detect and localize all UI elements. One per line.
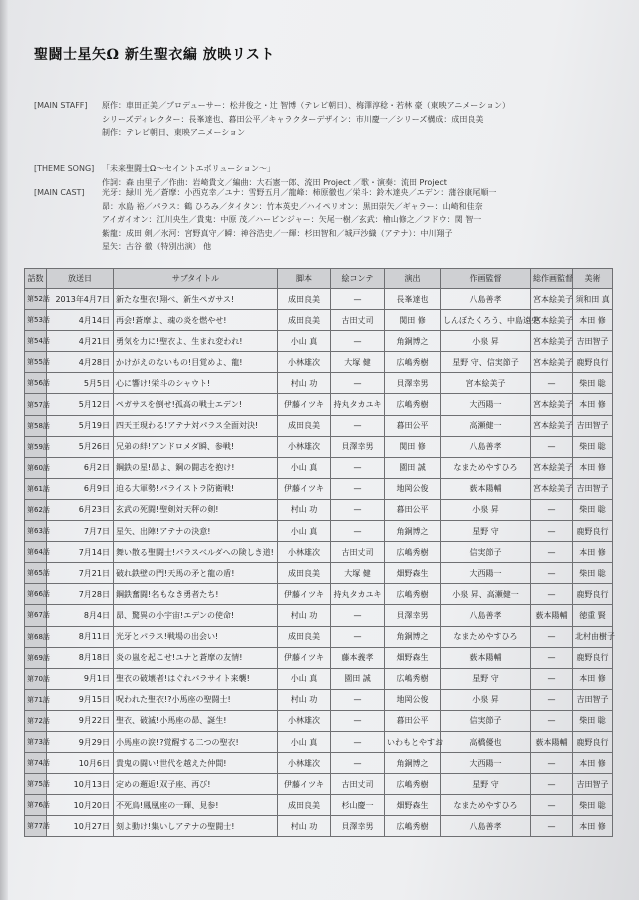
cell-animation-director: 薮本陽輔 — [441, 647, 531, 668]
cell-subtitle: 不死鳥!鳳凰座の一輝、見参! — [114, 795, 278, 816]
cell-episode-number: 第70話 — [25, 668, 47, 689]
cell-art: 本田 修 — [573, 668, 613, 689]
cell-animation-director: 小泉 昇 — [441, 689, 531, 710]
cell-episode-number: 第67話 — [25, 605, 47, 626]
cell-chief-animation-director: — — [531, 689, 573, 710]
cell-chief-animation-director: — — [531, 647, 573, 668]
table-row — [25, 584, 613, 605]
cell-air-date: 7月14日 — [47, 542, 114, 563]
cell-chief-animation-director: 薮本陽輔 — [531, 731, 573, 752]
cell-episode-number: 第75話 — [25, 774, 47, 795]
cell-script: 伊藤イツキ — [278, 394, 331, 415]
cell-episode-number: 第72話 — [25, 710, 47, 731]
cell-art: 柴田 聡 — [573, 563, 613, 584]
cell-script: 小林雄次 — [278, 710, 331, 731]
cell-direction: 広嶋秀樹 — [385, 774, 441, 795]
theme-song-label: [THEME SONG] — [34, 164, 95, 173]
cell-animation-director: 宮本絵美子 — [441, 373, 531, 394]
cell-direction: 畑野森生 — [385, 647, 441, 668]
cell-animation-director: 八島善孝 — [441, 436, 531, 457]
cell-art: 北村由樹子 — [573, 626, 613, 647]
table-row — [25, 795, 613, 816]
cell-subtitle: 炎の嵐を起こせ!ユナと蒼摩の友情! — [114, 647, 278, 668]
cell-storyboard: — — [331, 689, 385, 710]
cell-chief-animation-director: 薮本陽輔 — [531, 605, 573, 626]
cell-storyboard: — — [331, 373, 385, 394]
cell-direction: 暮田公平 — [385, 710, 441, 731]
table-row — [25, 457, 613, 478]
cell-episode-number: 第76話 — [25, 795, 47, 816]
cell-subtitle: 破れ鉄壁の門!天馬の矛と龍の盾! — [114, 563, 278, 584]
song-line: 作詞：森 由里子／作曲：岩崎貴文／編曲：大石憲一郎、流田 Project ／歌・演奏：流田 Project — [102, 177, 447, 187]
table-row — [25, 521, 613, 542]
cell-animation-director: 星野 守 — [441, 668, 531, 689]
cell-script: 小林雄次 — [278, 542, 331, 563]
cell-animation-director: 小泉 昇 — [441, 331, 531, 352]
cell-script: 成田良美 — [278, 289, 331, 310]
main-staff-body — [102, 99, 622, 140]
header-animation-director: 作画監督 — [441, 269, 531, 289]
cell-script: 村山 功 — [278, 689, 331, 710]
cell-animation-director: 大西陽一 — [441, 563, 531, 584]
header-air-date: 放送日 — [47, 269, 114, 289]
cell-episode-number: 第56話 — [25, 373, 47, 394]
cell-storyboard: — — [331, 753, 385, 774]
cell-subtitle: 星矢、出陣!アテナの決意! — [114, 521, 278, 542]
cell-air-date: 7月7日 — [47, 521, 114, 542]
cell-direction: 広嶋秀樹 — [385, 668, 441, 689]
table-row — [25, 373, 613, 394]
cell-subtitle: 光牙とパラス!戦場の出会い! — [114, 626, 278, 647]
cell-storyboard: 貝澤幸男 — [331, 816, 385, 837]
cell-direction: 角銅博之 — [385, 331, 441, 352]
cell-episode-number: 第69話 — [25, 647, 47, 668]
cell-storyboard: — — [331, 478, 385, 499]
cell-episode-number: 第52話 — [25, 289, 47, 310]
cell-chief-animation-director: 宮本絵美子 — [531, 289, 573, 310]
cell-storyboard: 古田丈司 — [331, 542, 385, 563]
cell-chief-animation-director: — — [531, 626, 573, 647]
cell-art: 鹿野良行 — [573, 521, 613, 542]
cell-air-date: 2013年4月7日 — [47, 289, 114, 310]
cell-animation-director: 小泉 昇 — [441, 499, 531, 520]
cell-script: 小山 真 — [278, 668, 331, 689]
table-row — [25, 289, 613, 310]
cell-air-date: 9月1日 — [47, 668, 114, 689]
cell-episode-number: 第54話 — [25, 331, 47, 352]
cell-subtitle: 貴鬼の闘い!世代を越えた仲間! — [114, 753, 278, 774]
table-row — [25, 605, 613, 626]
cell-subtitle: 定めの邂逅!双子座、再び! — [114, 774, 278, 795]
table-row — [25, 478, 613, 499]
cell-chief-animation-director: — — [531, 668, 573, 689]
cell-animation-director: なまためやすひろ — [441, 626, 531, 647]
cell-animation-director: 高瀬健一 — [441, 415, 531, 436]
cell-script: 成田良美 — [278, 795, 331, 816]
cell-air-date: 10月6日 — [47, 753, 114, 774]
main-staff-label: [MAIN STAFF] — [34, 101, 88, 110]
cell-subtitle: 四天王現わる!アテナ対パラス全面対決! — [114, 415, 278, 436]
cell-direction: 関田 修 — [385, 436, 441, 457]
cell-chief-animation-director: — — [531, 521, 573, 542]
cell-animation-director: 信実節子 — [441, 710, 531, 731]
cell-air-date: 8月18日 — [47, 647, 114, 668]
cell-air-date: 5月26日 — [47, 436, 114, 457]
cell-chief-animation-director: — — [531, 584, 573, 605]
cell-chief-animation-director: — — [531, 563, 573, 584]
cell-art: 吉田智子 — [573, 689, 613, 710]
table-row — [25, 499, 613, 520]
cell-subtitle: 迫る大軍勢!パライストラ防衛戦! — [114, 478, 278, 499]
table-row — [25, 352, 613, 373]
cell-direction: 園田 誠 — [385, 457, 441, 478]
cell-air-date: 4月14日 — [47, 310, 114, 331]
cell-storyboard: 藤本義孝 — [331, 647, 385, 668]
cell-subtitle: 刻よ動け!集いしアテナの聖闘士! — [114, 816, 278, 837]
cell-episode-number: 第71話 — [25, 689, 47, 710]
cell-subtitle: ペガサスを倒せ!孤高の戦士エデン! — [114, 394, 278, 415]
cast-line: 昴：水島 裕／パラス：鶴 ひろみ／タイタン：竹本英史／ハイペリオン：黒田崇矢／ギャラー：山崎和佳奈 — [102, 201, 483, 211]
header-storyboard: 絵コンテ — [331, 269, 385, 289]
cell-storyboard: — — [331, 415, 385, 436]
cell-direction: 貝澤幸男 — [385, 373, 441, 394]
cast-line: 紫龍：成田 剣／氷河：宮野真守／瞬：神谷浩史／一輝：杉田智和／城戸沙織（アテナ）：中川翔子 — [102, 228, 453, 238]
cell-script: 村山 功 — [278, 816, 331, 837]
table-row — [25, 542, 613, 563]
cell-script: 伊藤イツキ — [278, 647, 331, 668]
cell-art: 本田 修 — [573, 753, 613, 774]
cell-subtitle: 勇気を力に!聖衣よ、生まれ変われ! — [114, 331, 278, 352]
cell-script: 小林雄次 — [278, 352, 331, 373]
cell-art: 鹿野良行 — [573, 584, 613, 605]
cell-chief-animation-director: — — [531, 795, 573, 816]
cell-storyboard: 持丸タカユキ — [331, 394, 385, 415]
cell-subtitle: 鋼鉄奮闘!名もなき勇者たち! — [114, 584, 278, 605]
cell-air-date: 10月27日 — [47, 816, 114, 837]
cell-direction: 広嶋秀樹 — [385, 394, 441, 415]
cell-animation-director: 大西陽一 — [441, 753, 531, 774]
table-row — [25, 626, 613, 647]
cell-script: 成田良美 — [278, 563, 331, 584]
cell-animation-director: 薮本陽輔 — [441, 478, 531, 499]
cell-storyboard: — — [331, 521, 385, 542]
cell-storyboard: — — [331, 605, 385, 626]
cell-chief-animation-director: — — [531, 753, 573, 774]
cell-direction: 広嶋秀樹 — [385, 816, 441, 837]
cell-animation-director: 星野 守、信実節子 — [441, 352, 531, 373]
cell-storyboard: 貝澤幸男 — [331, 436, 385, 457]
cell-chief-animation-director: — — [531, 710, 573, 731]
cell-storyboard: — — [331, 331, 385, 352]
cell-episode-number: 第77話 — [25, 816, 47, 837]
cell-script: 小山 真 — [278, 521, 331, 542]
cell-air-date: 8月11日 — [47, 626, 114, 647]
cell-storyboard: 杉山慶一 — [331, 795, 385, 816]
episode-table-body — [25, 289, 613, 837]
cell-art: 吉田智子 — [573, 331, 613, 352]
cell-direction: 暮田公平 — [385, 499, 441, 520]
cell-storyboard: — — [331, 457, 385, 478]
page-title: 聖闘士星矢Ω 新生聖衣編 放映リスト — [34, 47, 275, 63]
cell-animation-director: 高橋優也 — [441, 731, 531, 752]
cell-direction: 角銅博之 — [385, 521, 441, 542]
cell-direction: 関田 修 — [385, 310, 441, 331]
cell-episode-number: 第61話 — [25, 478, 47, 499]
cell-episode-number: 第64話 — [25, 542, 47, 563]
cell-art: 柴田 聡 — [573, 373, 613, 394]
binding-edge — [0, 0, 8, 900]
cell-animation-director: 八島善孝 — [441, 605, 531, 626]
cell-art: 鹿野良行 — [573, 731, 613, 752]
cell-script: 村山 功 — [278, 499, 331, 520]
cell-episode-number: 第74話 — [25, 753, 47, 774]
cell-art: 柴田 聡 — [573, 436, 613, 457]
cell-direction: 広嶋秀樹 — [385, 584, 441, 605]
header-chief-animation-director: 総作画監督 — [531, 269, 573, 289]
cell-art: 柴田 聡 — [573, 710, 613, 731]
cell-storyboard: — — [331, 499, 385, 520]
cell-animation-director: 八島善孝 — [441, 816, 531, 837]
cell-art: 鹿野良行 — [573, 352, 613, 373]
staff-line: シリーズディレクター：長峯達也、暮田公平／キャラクターデザイン：市川慶一／シリーズ構成：成田良美 — [102, 114, 484, 124]
cell-script: 小山 真 — [278, 331, 331, 352]
cell-episode-number: 第63話 — [25, 521, 47, 542]
staff-line: 制作：テレビ朝日、東映アニメーション — [102, 128, 246, 138]
cell-air-date: 5月12日 — [47, 394, 114, 415]
table-row — [25, 331, 613, 352]
cell-chief-animation-director: 宮本絵美子 — [531, 394, 573, 415]
cell-animation-director: なまためやすひろ — [441, 795, 531, 816]
cell-air-date: 10月20日 — [47, 795, 114, 816]
cell-chief-animation-director: — — [531, 499, 573, 520]
cell-art: 本田 修 — [573, 394, 613, 415]
cell-direction: 角銅博之 — [385, 753, 441, 774]
cell-storyboard: 古田丈司 — [331, 310, 385, 331]
cell-art: 鹿野良行 — [573, 647, 613, 668]
cell-chief-animation-director: — — [531, 436, 573, 457]
main-cast-body — [102, 186, 622, 254]
table-row — [25, 668, 613, 689]
cell-subtitle: 小馬座の涙!?覚醒する二つの聖衣! — [114, 731, 278, 752]
cell-storyboard: — — [331, 731, 385, 752]
cell-chief-animation-director: 宮本絵美子 — [531, 415, 573, 436]
cell-subtitle: 再会!蒼摩よ、魂の炎を燃やせ! — [114, 310, 278, 331]
cell-subtitle: 鋼鉄の星!昴よ、鋼の闘志を抱け! — [114, 457, 278, 478]
cell-storyboard: 古田丈司 — [331, 774, 385, 795]
cell-direction: 角銅博之 — [385, 626, 441, 647]
cell-chief-animation-director: 宮本絵美子 — [531, 478, 573, 499]
table-row — [25, 310, 613, 331]
cell-subtitle: 呪われた聖衣!?小馬座の聖闘士! — [114, 689, 278, 710]
table-header-row — [25, 269, 613, 289]
cell-script: 成田良美 — [278, 415, 331, 436]
cast-line: 光牙：緑川 光／蒼摩：小西克幸／ユナ：雪野五月／龍峰：柿原徹也／栄斗：鈴木達央／エデン：蒲谷康尾順一 — [102, 188, 497, 197]
cell-direction: 畑野森生 — [385, 563, 441, 584]
cell-air-date: 4月21日 — [47, 331, 114, 352]
cell-direction: 地岡公俊 — [385, 478, 441, 499]
cell-air-date: 9月29日 — [47, 731, 114, 752]
cell-script: 小山 真 — [278, 457, 331, 478]
table-row — [25, 415, 613, 436]
cell-art: 柴田 聡 — [573, 795, 613, 816]
header-direction: 演出 — [385, 269, 441, 289]
cell-subtitle: 心に響け!栄斗のシャウト! — [114, 373, 278, 394]
cell-script: 伊藤イツキ — [278, 478, 331, 499]
table-row — [25, 394, 613, 415]
cell-air-date: 7月28日 — [47, 584, 114, 605]
table-row — [25, 731, 613, 752]
cell-storyboard: 大塚 健 — [331, 563, 385, 584]
cell-subtitle: 聖衣の破壊者!はぐれパラサイト来襲! — [114, 668, 278, 689]
cell-script: 小林雄次 — [278, 436, 331, 457]
cell-storyboard: 持丸タカユキ — [331, 584, 385, 605]
cell-script: 小山 真 — [278, 731, 331, 752]
cast-line: アイガイオン：江川央生／貴鬼：中原 茂／ハービンジャー：矢尾一樹／玄武：檜山修之／フドウ：関 智一 — [102, 215, 482, 225]
cell-episode-number: 第60話 — [25, 457, 47, 478]
cell-art: 本田 修 — [573, 457, 613, 478]
song-line: 「未来聖闘士Ω～セイントエボリューション～」 — [102, 164, 275, 173]
cell-animation-director: 星野 守 — [441, 774, 531, 795]
cell-subtitle: 聖衣、破滅!小馬座の昴、誕生! — [114, 710, 278, 731]
cell-air-date: 9月22日 — [47, 710, 114, 731]
cell-animation-director: 小泉 昇、高瀬健一 — [441, 584, 531, 605]
cell-art: 徳重 賢 — [573, 605, 613, 626]
staff-line: 原作：車田正美／プロデューサー：松井俊之・辻 智博（テレビ朝日）、梅澤淳稔・若林 豪（東映アニメーション） — [102, 101, 510, 110]
cell-air-date: 6月23日 — [47, 499, 114, 520]
cell-air-date: 6月9日 — [47, 478, 114, 499]
cell-animation-director: 星野 守 — [441, 521, 531, 542]
cell-animation-director: しんぼたくろう、中島遠央 — [441, 310, 531, 331]
cell-art: 柴田 聡 — [573, 499, 613, 520]
cell-episode-number: 第65話 — [25, 563, 47, 584]
header-art: 美術 — [573, 269, 613, 289]
cast-line: 星矢：古谷 徹（特別出演） 他 — [102, 242, 212, 252]
cell-storyboard: — — [331, 289, 385, 310]
cell-storyboard: 園田 誠 — [331, 668, 385, 689]
cell-chief-animation-director: — — [531, 774, 573, 795]
cell-chief-animation-director: — — [531, 373, 573, 394]
table-row — [25, 774, 613, 795]
main-cast-label: [MAIN CAST] — [34, 188, 85, 197]
cell-chief-animation-director: 宮本絵美子 — [531, 457, 573, 478]
table-row — [25, 753, 613, 774]
cell-air-date: 6月2日 — [47, 457, 114, 478]
table-row — [25, 689, 613, 710]
episode-table — [24, 268, 613, 837]
cell-storyboard: — — [331, 626, 385, 647]
cell-script: 伊藤イツキ — [278, 774, 331, 795]
cell-art: 吉田智子 — [573, 415, 613, 436]
header-episode: 話数 — [25, 269, 47, 289]
cell-episode-number: 第66話 — [25, 584, 47, 605]
cell-script: 成田良美 — [278, 626, 331, 647]
cell-direction: いわもとやすお — [385, 731, 441, 752]
table-row — [25, 710, 613, 731]
cell-direction: 広嶋秀樹 — [385, 352, 441, 373]
cell-episode-number: 第57話 — [25, 394, 47, 415]
header-script: 脚本 — [278, 269, 331, 289]
cell-subtitle: 新たな聖衣!翔べ、新生ペガサス! — [114, 289, 278, 310]
cell-episode-number: 第55話 — [25, 352, 47, 373]
cell-art: 本田 修 — [573, 816, 613, 837]
cell-chief-animation-director: — — [531, 542, 573, 563]
cell-episode-number: 第59話 — [25, 436, 47, 457]
cell-direction: 暮田公平 — [385, 415, 441, 436]
cell-air-date: 7月21日 — [47, 563, 114, 584]
cell-script: 成田良美 — [278, 310, 331, 331]
table-row — [25, 436, 613, 457]
cell-animation-director: 大西陽一 — [441, 394, 531, 415]
cell-air-date: 4月28日 — [47, 352, 114, 373]
cell-subtitle: 舞い散る聖闘士!パラスベルダへの険しき道! — [114, 542, 278, 563]
cell-art: 本田 修 — [573, 542, 613, 563]
cell-chief-animation-director: 宮本絵美子 — [531, 331, 573, 352]
cell-art: 吉田智子 — [573, 774, 613, 795]
cell-subtitle: 玄武の死闘!聖剣対天秤の剣! — [114, 499, 278, 520]
cell-chief-animation-director: — — [531, 816, 573, 837]
cell-episode-number: 第53話 — [25, 310, 47, 331]
cell-animation-director: 八島善孝 — [441, 289, 531, 310]
table-row — [25, 816, 613, 837]
cell-episode-number: 第73話 — [25, 731, 47, 752]
cell-subtitle: かけがえのないもの!目覚めよ、龍! — [114, 352, 278, 373]
cell-art: 吉田智子 — [573, 478, 613, 499]
cell-direction: 貝澤幸男 — [385, 605, 441, 626]
cell-script: 村山 功 — [278, 373, 331, 394]
cell-subtitle: 昴、驚異の小宇宙!エデンの使命! — [114, 605, 278, 626]
cell-air-date: 9月15日 — [47, 689, 114, 710]
cell-storyboard: 大塚 健 — [331, 352, 385, 373]
cell-episode-number: 第68話 — [25, 626, 47, 647]
table-row — [25, 563, 613, 584]
cell-storyboard: — — [331, 710, 385, 731]
cell-air-date: 8月4日 — [47, 605, 114, 626]
cell-episode-number: 第58話 — [25, 415, 47, 436]
cell-direction: 広嶋秀樹 — [385, 542, 441, 563]
cell-animation-director: なまためやすひろ — [441, 457, 531, 478]
cell-episode-number: 第62話 — [25, 499, 47, 520]
cell-script: 伊藤イツキ — [278, 584, 331, 605]
cell-script: 村山 功 — [278, 605, 331, 626]
cell-subtitle: 兄弟の絆!アンドロメダ瞬、参戦! — [114, 436, 278, 457]
cell-script: 小林雄次 — [278, 753, 331, 774]
cell-chief-animation-director: 宮本絵美子 — [531, 310, 573, 331]
cell-animation-director: 信実節子 — [441, 542, 531, 563]
cell-chief-animation-director: 宮本絵美子 — [531, 352, 573, 373]
cell-direction: 長峯達也 — [385, 289, 441, 310]
table-row — [25, 647, 613, 668]
cell-art: 須和田 真 — [573, 289, 613, 310]
cell-air-date: 10月13日 — [47, 774, 114, 795]
cell-air-date: 5月19日 — [47, 415, 114, 436]
cell-direction: 地岡公俊 — [385, 689, 441, 710]
header-subtitle: サブタイトル — [114, 269, 278, 289]
cell-direction: 畑野森生 — [385, 795, 441, 816]
cell-air-date: 5月5日 — [47, 373, 114, 394]
cell-art: 本田 修 — [573, 310, 613, 331]
